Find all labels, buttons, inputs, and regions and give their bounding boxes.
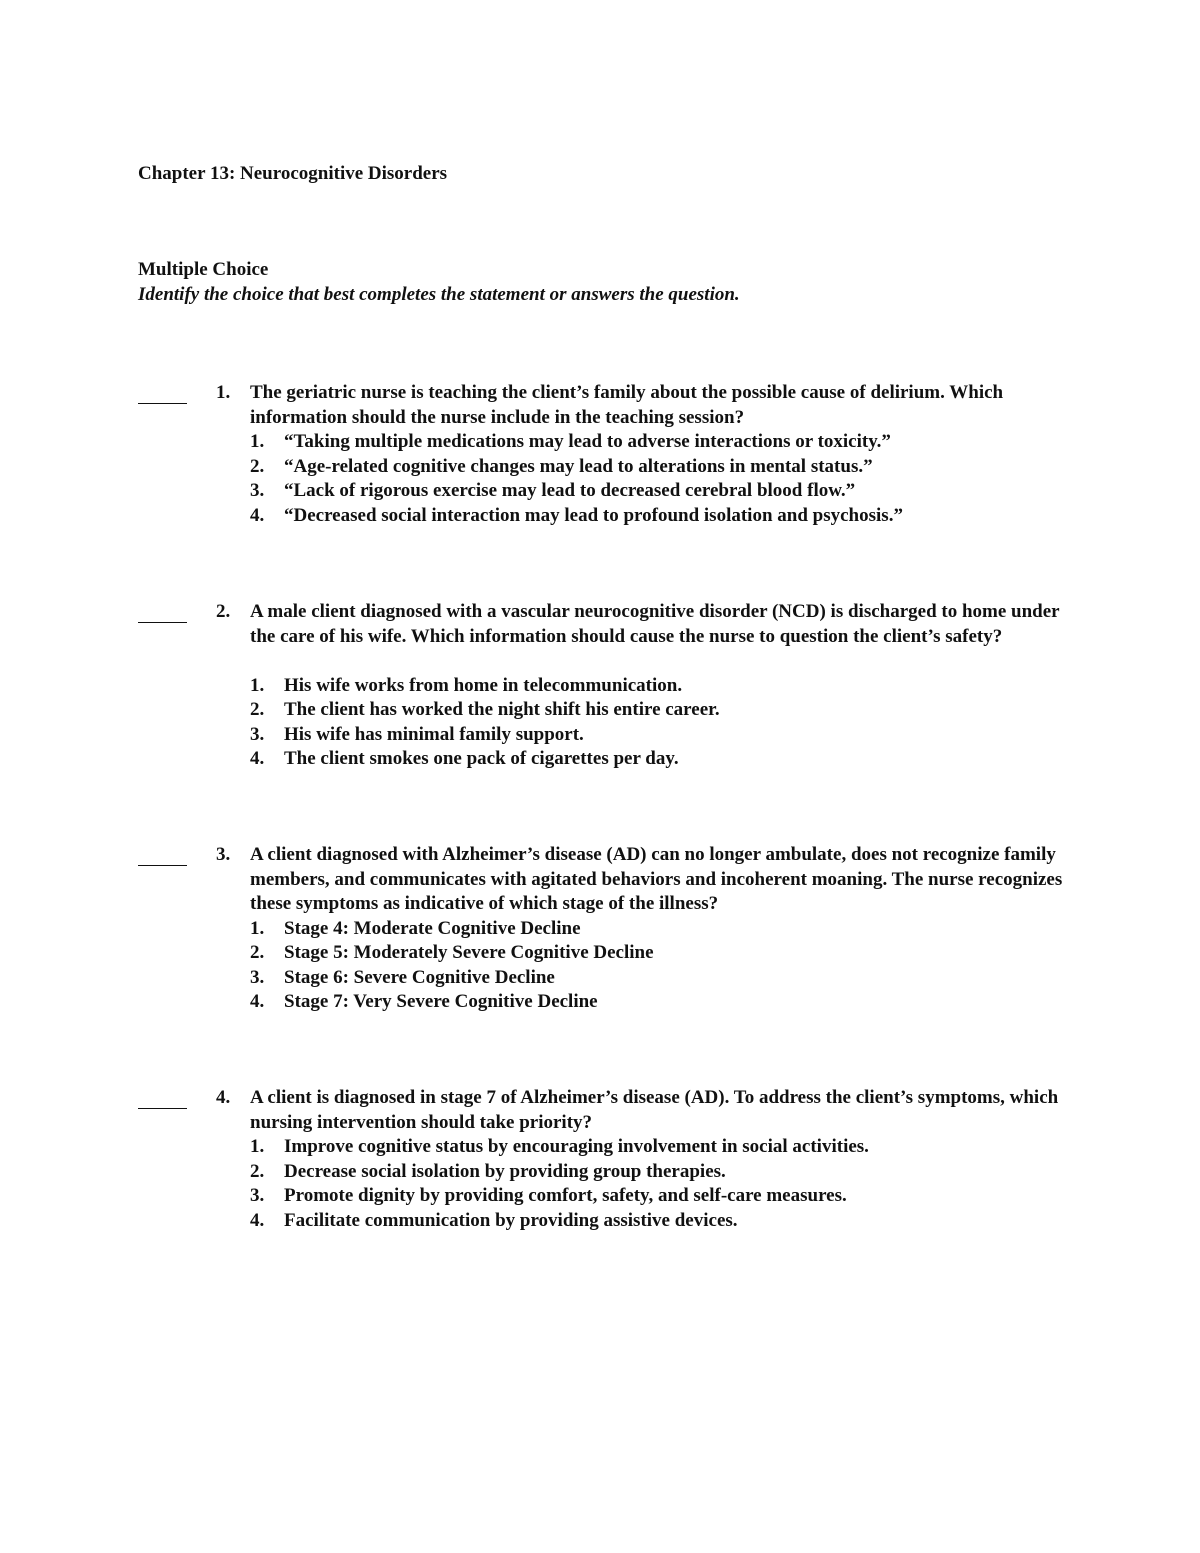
choice-text: Improve cognitive status by encouraging involvement in social activities. [284,1136,869,1157]
choice-text: “Decreased social interaction may lead to profound isolation and psychosis.” [284,504,903,526]
choice-text: Stage 4: Moderate Cognitive Decline [284,917,581,939]
choice-number: 3. [250,1185,265,1206]
choice-number: 2. [250,1160,265,1182]
choice-number: 3. [250,723,265,745]
choice-text: Decrease social isolation by providing group therapies. [284,1160,726,1182]
answer-blank[interactable] [138,381,187,404]
choice-number: 2. [250,942,265,963]
choice-text: The client has worked the night shift his entire career. [284,699,720,720]
choice-text: His wife works from home in telecommunication. [284,674,683,696]
choice-text: The client smokes one pack of cigarettes per day. [284,748,679,769]
choice-item[interactable] [250,504,1070,529]
instructions: Identify the choice that best completes the statement or answers the question. [138,284,740,305]
choice-number: 3. [250,966,265,988]
question-stem: A client is diagnosed in stage 7 of Alzheimer’s disease (AD). To address the client’s symptoms, which nursing intervention should take priority? [250,1087,1059,1133]
answer-blank[interactable] [138,843,187,866]
choice-number: 1. [250,917,265,939]
choice-list [250,917,1070,1015]
choice-text: Facilitate communication by providing assistive devices. [284,1209,738,1231]
question-number: 4. [216,1087,231,1108]
section-heading: Multiple Choice [138,259,269,280]
choice-text: Stage 7: Very Severe Cognitive Decline [284,991,598,1012]
choice-number: 1. [250,431,265,452]
choice-list [250,674,1070,772]
choice-number: 4. [250,504,265,526]
choice-item[interactable] [250,479,1070,504]
choice-item[interactable] [250,990,1070,1015]
choice-item[interactable] [250,966,1070,991]
choice-text: His wife has minimal family support. [284,723,584,745]
choice-item[interactable] [250,674,1070,699]
choice-number: 4. [250,1209,265,1231]
choice-text: Promote dignity by providing comfort, safety, and self-care measures. [284,1185,847,1206]
choice-item[interactable] [250,1135,1070,1160]
choice-number: 4. [250,991,265,1012]
choice-number: 1. [250,674,265,696]
choice-item[interactable] [250,1209,1070,1234]
choice-list [250,1135,1070,1233]
choice-item[interactable] [250,723,1070,748]
question-number: 1. [216,382,231,403]
choice-text: “Taking multiple medications may lead to adverse interactions or toxicity.” [284,431,891,452]
choice-item[interactable] [250,941,1070,966]
answer-blank[interactable] [138,1086,187,1109]
question-stem: A male client diagnosed with a vascular neurocognitive disorder (NCD) is discharged to home under the care of his wife. Which information should cause the nurse to question the client’s safety? [250,601,1060,647]
choice-number: 4. [250,748,265,769]
answer-blank[interactable] [138,600,187,623]
choice-item[interactable] [250,747,1070,772]
choice-item[interactable] [250,455,1070,480]
choice-text: Stage 5: Moderately Severe Cognitive Decline [284,942,654,963]
question-stem: The geriatric nurse is teaching the client’s family about the possible cause of delirium. Which information should the nurse include in the teaching session? [250,382,1004,428]
choice-text: “Lack of rigorous exercise may lead to decreased cerebral blood flow.” [284,480,856,501]
question-stem: A client diagnosed with Alzheimer’s disease (AD) can no longer ambulate, does not recognize family members, and communicates with agitated behaviors and incoherent moaning. The nurse recognizes these symptoms as indicative of which stage of the illness? [250,844,1063,914]
choice-number: 2. [250,455,265,477]
choice-item[interactable] [250,430,1070,455]
choice-text: Stage 6: Severe Cognitive Decline [284,966,555,988]
choice-item[interactable] [250,698,1070,723]
choice-item[interactable] [250,1160,1070,1185]
question-number: 2. [216,601,231,622]
choice-number: 1. [250,1136,265,1157]
question-number: 3. [216,844,231,865]
choice-text: “Age-related cognitive changes may lead to alterations in mental status.” [284,455,873,477]
choice-list [250,430,1070,528]
choice-item[interactable] [250,917,1070,942]
chapter-title: Chapter 13: Neurocognitive Disorders [138,163,448,184]
choice-number: 2. [250,699,265,720]
choice-item[interactable] [250,1184,1070,1209]
choice-number: 3. [250,480,265,501]
